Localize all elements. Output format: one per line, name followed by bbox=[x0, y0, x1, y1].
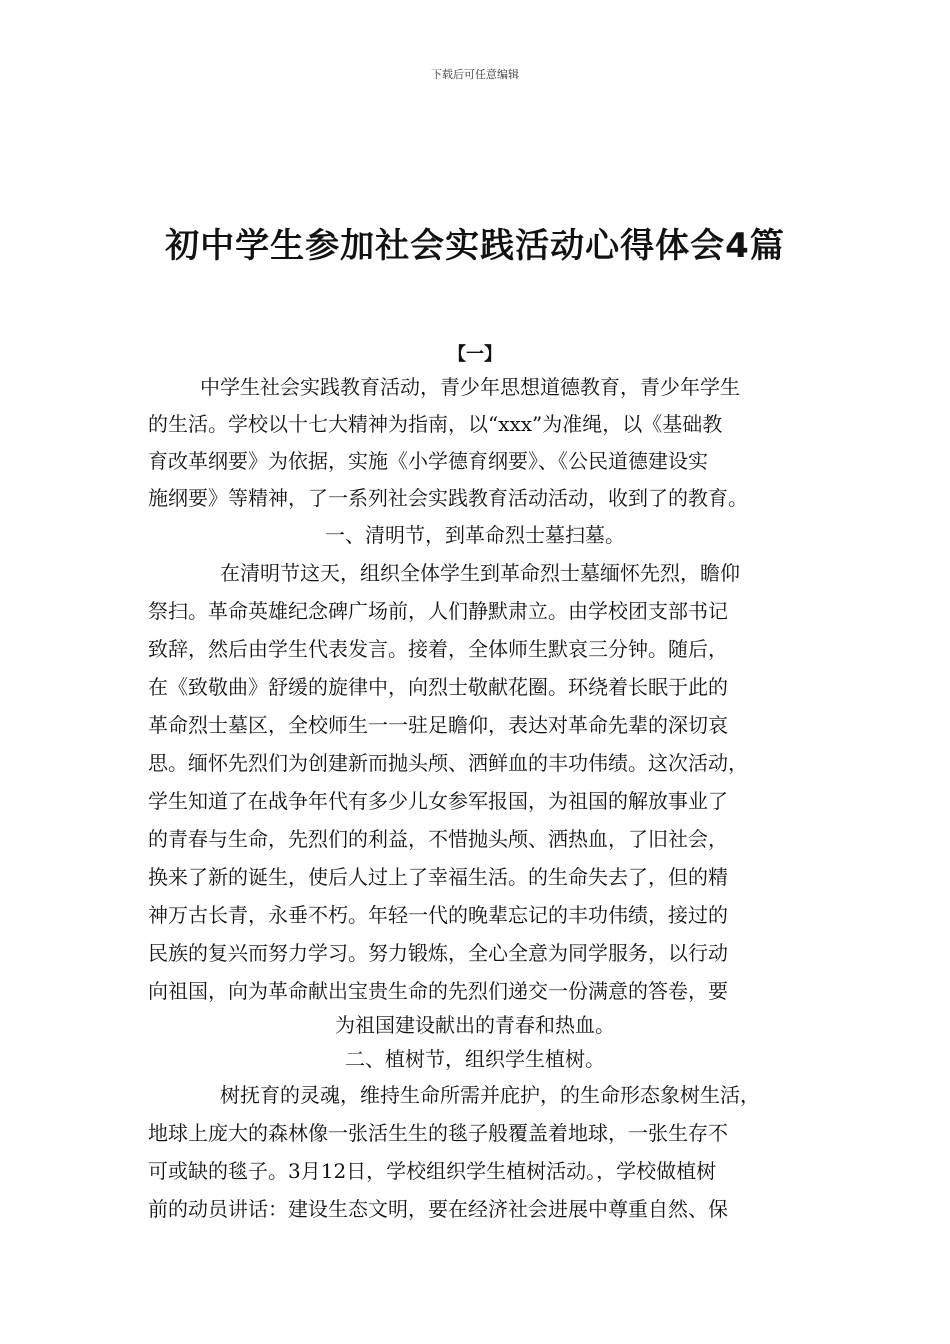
body-line: 向祖国，向为革命献出宝贵生命的先烈们递交一份满意的答卷，要 bbox=[148, 979, 728, 1003]
body-line: 学生知道了在战争年代有多少儿女参军报国，为祖国的解放事业了 bbox=[148, 789, 728, 813]
document-title: 初中学生参加社会实践活动心得体会4篇 bbox=[165, 226, 785, 266]
body-line: 的生活。学校以十七大精神为指南，以“xxx”为准绳，以《基础教 bbox=[148, 412, 723, 436]
body-line: 革命烈士墓区，全校师生一一驻足瞻仰，表达对革命先辈的深切哀 bbox=[148, 713, 728, 737]
body-line: 中学生社会实践教育活动，青少年思想道德教育，青少年学生 bbox=[200, 375, 740, 399]
body-line: 祭扫。革命英雄纪念碑广场前，人们静默肃立。由学校团支部书记 bbox=[148, 599, 728, 623]
body-line: 民族的复兴而努力学习。努力锻炼，全心全意为同学服务，以行动 bbox=[148, 941, 728, 965]
section-heading: 二、植树节，组织学生植树。 bbox=[345, 1047, 605, 1071]
body-line: 可或缺的毯子。3月12日，学校组织学生植树活动。，学校做植树 bbox=[148, 1159, 717, 1183]
body-line: 致辞，然后由学生代表发言。接着，全体师生默哀三分钟。随后， bbox=[148, 637, 728, 661]
body-line: 在清明节这天，组织全体学生到革命烈士墓缅怀先烈，瞻仰 bbox=[220, 561, 740, 585]
body-line: 神万古长青，永垂不朽。年轻一代的晚辈忘记的丰功伟绩，接过的 bbox=[148, 903, 728, 927]
body-line: 为祖国建设献出的青春和热血。 bbox=[335, 1013, 615, 1037]
body-line: 施纲要》等精神，了一系列社会实践教育活动活动，收到了的教育。 bbox=[148, 486, 748, 510]
body-line: 前的动员讲话：建设生态文明，要在经济社会进展中尊重自然、保 bbox=[148, 1197, 728, 1221]
body-line: 换来了新的诞生，使后人过上了幸福生活。的生命失去了，但的精 bbox=[148, 865, 728, 889]
page-header-note: 下载后可任意编辑 bbox=[431, 68, 519, 81]
body-line: 的青春与生命，先烈们的利益，不惜抛头颅、洒热血，了旧社会， bbox=[148, 827, 728, 851]
body-line: 思。缅怀先烈们为创建新而抛头颅、洒鲜血的丰功伟绩。这次活动， bbox=[148, 751, 748, 775]
body-line: 在《致敬曲》舒缓的旋律中，向烈士敬献花圈。环绕着长眠于此的 bbox=[148, 675, 728, 699]
body-line: 地球上庞大的森林像一张活生生的毯子般覆盖着地球，一张生存不 bbox=[148, 1121, 728, 1145]
section-marker: 【一】 bbox=[448, 344, 502, 365]
body-line: 育改革纲要》为依据，实施《小学德育纲要》、《公民道德建设实 bbox=[148, 449, 708, 473]
body-line: 树抚育的灵魂，维持生命所需并庇护，的生命形态象树生活， bbox=[220, 1083, 760, 1107]
section-heading: 一、清明节，到革命烈士墓扫墓。 bbox=[325, 523, 625, 547]
